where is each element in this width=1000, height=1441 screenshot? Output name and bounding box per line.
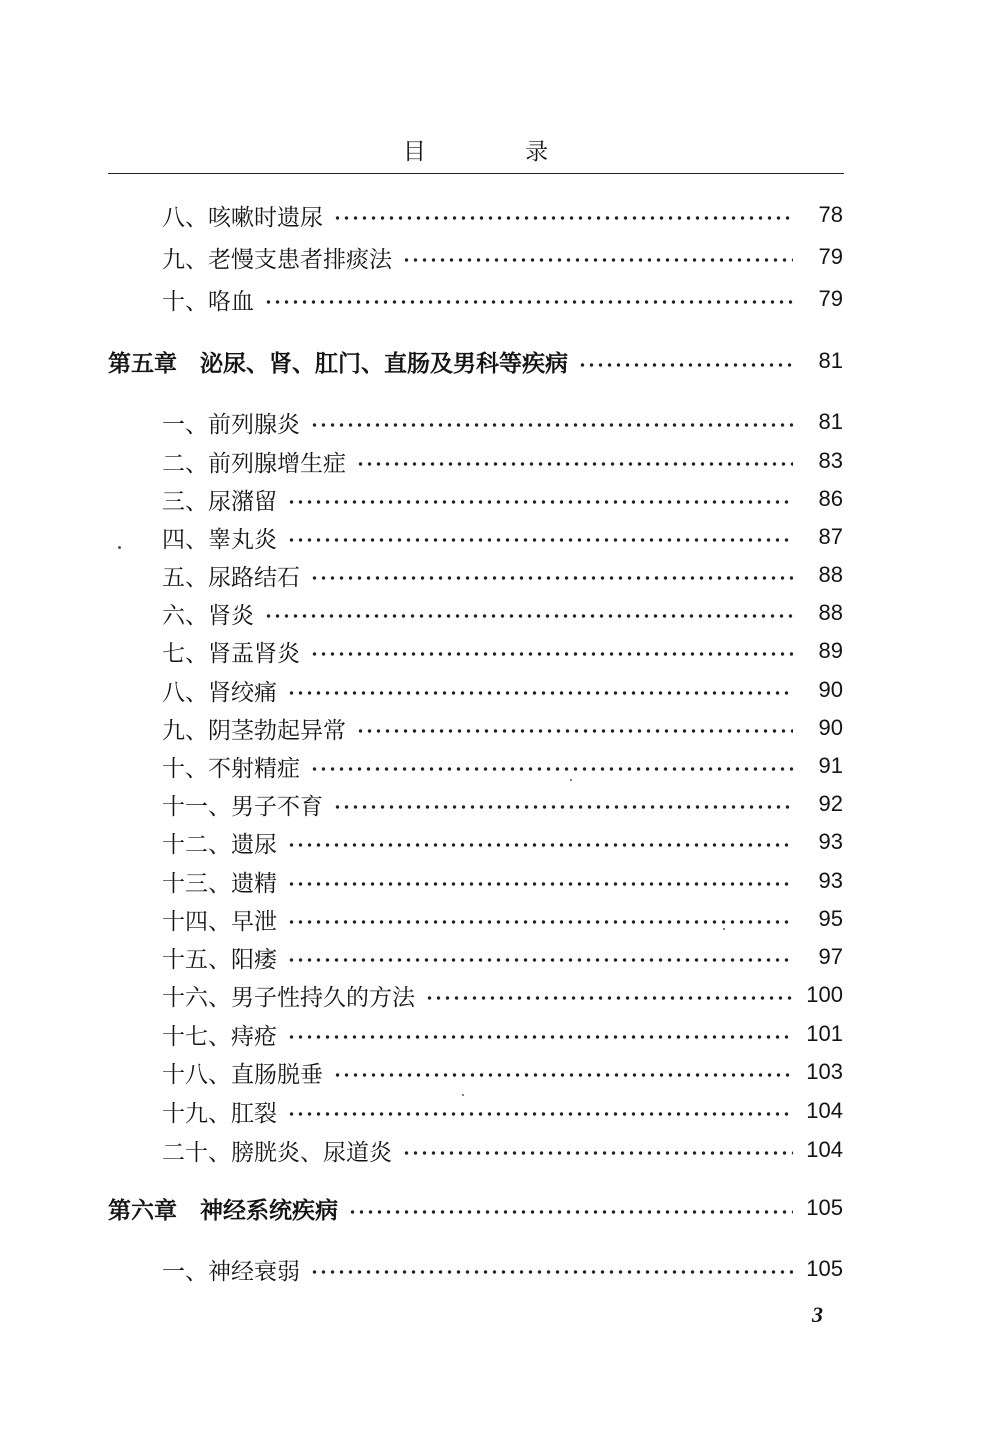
dot-leader — [310, 558, 793, 592]
toc-entry-label: 三、尿潴留 — [162, 488, 277, 515]
toc-entry-label: 十一、男子不育 — [162, 793, 323, 820]
toc-entry-label: 八、咳嗽时遗尿 — [162, 204, 323, 231]
toc-entry-page: 105 — [806, 1256, 843, 1281]
toc-entry[interactable] — [162, 673, 843, 707]
toc-entry-label: 十、咯血 — [162, 288, 254, 315]
dot-leader — [356, 711, 793, 745]
toc-entry-label: 十六、男子性持久的方法 — [162, 984, 415, 1011]
toc-entry[interactable] — [162, 902, 843, 936]
toc-entry-page: 104 — [806, 1098, 843, 1123]
chapter-label: 第六章 神经系统疾病 — [108, 1196, 338, 1224]
toc-entry-label: 十、不射精症 — [162, 755, 300, 782]
toc-entry-page: 86 — [818, 486, 843, 511]
toc-entry-page: 103 — [806, 1059, 843, 1084]
toc-entry[interactable] — [162, 444, 843, 478]
toc-entry-page: 92 — [818, 791, 843, 816]
toc-entry[interactable] — [162, 1017, 843, 1051]
toc-entry-label: 四、睾丸炎 — [162, 526, 277, 553]
toc-entry-page: 101 — [806, 1021, 843, 1046]
dot-leader — [310, 405, 793, 439]
toc-entry-label: 九、老慢支患者排痰法 — [162, 246, 392, 273]
dot-leader — [333, 198, 793, 232]
toc-entry[interactable] — [162, 198, 843, 232]
toc-entry-label: 一、前列腺炎 — [162, 411, 300, 438]
dot-leader — [287, 1017, 793, 1051]
toc-entry-label: 十三、遗精 — [162, 870, 277, 897]
toc-entry-page: 78 — [818, 202, 843, 227]
chapter-page: 105 — [806, 1195, 843, 1220]
dot-leader — [287, 520, 793, 554]
dot-leader — [264, 596, 793, 630]
toc-entry-label: 十四、早泄 — [162, 908, 277, 935]
toc-entry[interactable] — [162, 558, 843, 592]
dot-leader — [348, 1191, 793, 1225]
toc-entry-page: 88 — [818, 600, 843, 625]
toc-entry-page: 90 — [818, 715, 843, 740]
dot-leader — [333, 1055, 793, 1089]
toc-entry-page: 81 — [818, 409, 843, 434]
toc-entry[interactable] — [162, 749, 843, 783]
scan-speck — [570, 779, 572, 781]
toc-entry-page: 79 — [818, 244, 843, 269]
toc-entry-page: 93 — [818, 829, 843, 854]
toc-entry[interactable] — [162, 787, 843, 821]
scan-speck — [723, 928, 725, 930]
dot-leader — [287, 864, 793, 898]
toc-entry-page: 93 — [818, 868, 843, 893]
toc-entry[interactable] — [162, 240, 843, 274]
toc-entry-label: 五、尿路结石 — [162, 564, 300, 591]
dot-leader — [310, 634, 793, 668]
toc-entry[interactable] — [162, 405, 843, 439]
toc-entry[interactable] — [162, 520, 843, 554]
toc-entry-label: 十八、直肠脱垂 — [162, 1061, 323, 1088]
toc-entry[interactable] — [162, 482, 843, 516]
toc-entry[interactable] — [162, 1094, 843, 1128]
dot-leader — [264, 282, 793, 316]
toc-entry-label: 六、肾炎 — [162, 602, 254, 629]
toc-entry-label: 二十、膀胱炎、尿道炎 — [162, 1139, 392, 1166]
dot-leader — [578, 344, 793, 378]
toc-entry[interactable] — [162, 864, 843, 898]
toc-entry-label: 二、前列腺增生症 — [162, 450, 346, 477]
dot-leader — [402, 1133, 793, 1167]
dot-leader — [287, 673, 793, 707]
toc-entry[interactable] — [162, 282, 843, 316]
toc-entry-page: 88 — [818, 562, 843, 587]
dot-leader — [287, 1094, 793, 1128]
dot-leader — [287, 902, 793, 936]
dot-leader — [333, 787, 793, 821]
toc-entry-page: 95 — [818, 906, 843, 931]
dot-leader — [287, 940, 793, 974]
toc-chapter-6[interactable] — [108, 1191, 843, 1225]
toc-entry[interactable] — [162, 1055, 843, 1089]
toc-entry-label: 七、肾盂肾炎 — [162, 640, 300, 667]
toc-entry[interactable] — [162, 711, 843, 745]
dot-leader — [310, 1252, 793, 1286]
dot-leader — [287, 825, 793, 859]
toc-entry-page: 104 — [806, 1137, 843, 1162]
chapter-page: 81 — [818, 348, 843, 373]
scan-speck — [118, 546, 121, 549]
toc-entry-label: 十七、痔疮 — [162, 1023, 277, 1050]
toc-entry-page: 97 — [818, 944, 843, 969]
toc-entry-label: 十九、肛裂 — [162, 1100, 277, 1127]
toc-entry-label: 八、肾绞痛 — [162, 679, 277, 706]
toc-entry[interactable] — [162, 596, 843, 630]
toc-entry[interactable] — [162, 1133, 843, 1167]
toc-entry-page: 90 — [818, 677, 843, 702]
chapter-label: 第五章 泌尿、肾、肛门、直肠及男科等疾病 — [108, 349, 568, 377]
toc-entry[interactable] — [162, 825, 843, 859]
toc-chapter-5[interactable] — [108, 344, 843, 378]
dot-leader — [425, 978, 793, 1012]
toc-entry[interactable] — [162, 978, 843, 1012]
toc-entry-page: 100 — [806, 982, 843, 1007]
toc-entry-page: 87 — [818, 524, 843, 549]
toc-entry-page: 91 — [818, 753, 843, 778]
toc-entry[interactable] — [162, 1252, 843, 1286]
toc-entry-page: 89 — [818, 638, 843, 663]
dot-leader — [287, 482, 793, 516]
dot-leader — [402, 240, 793, 274]
toc-entry-page: 83 — [818, 448, 843, 473]
toc-entry-label: 十二、遗尿 — [162, 831, 277, 858]
scan-speck — [462, 1094, 464, 1096]
toc-entry[interactable] — [162, 634, 843, 668]
toc-entry-label: 十五、阳痿 — [162, 946, 277, 973]
toc-entry[interactable] — [162, 940, 843, 974]
page-header-title: 目 录 — [402, 139, 595, 165]
dot-leader — [310, 749, 793, 783]
toc-entry-label: 一、神经衰弱 — [162, 1258, 300, 1285]
dot-leader — [356, 444, 793, 478]
page-number: 3 — [812, 1302, 823, 1327]
toc-entry-page: 79 — [818, 286, 843, 311]
header-rule — [108, 173, 844, 174]
toc-entry-label: 九、阴茎勃起异常 — [162, 717, 346, 744]
